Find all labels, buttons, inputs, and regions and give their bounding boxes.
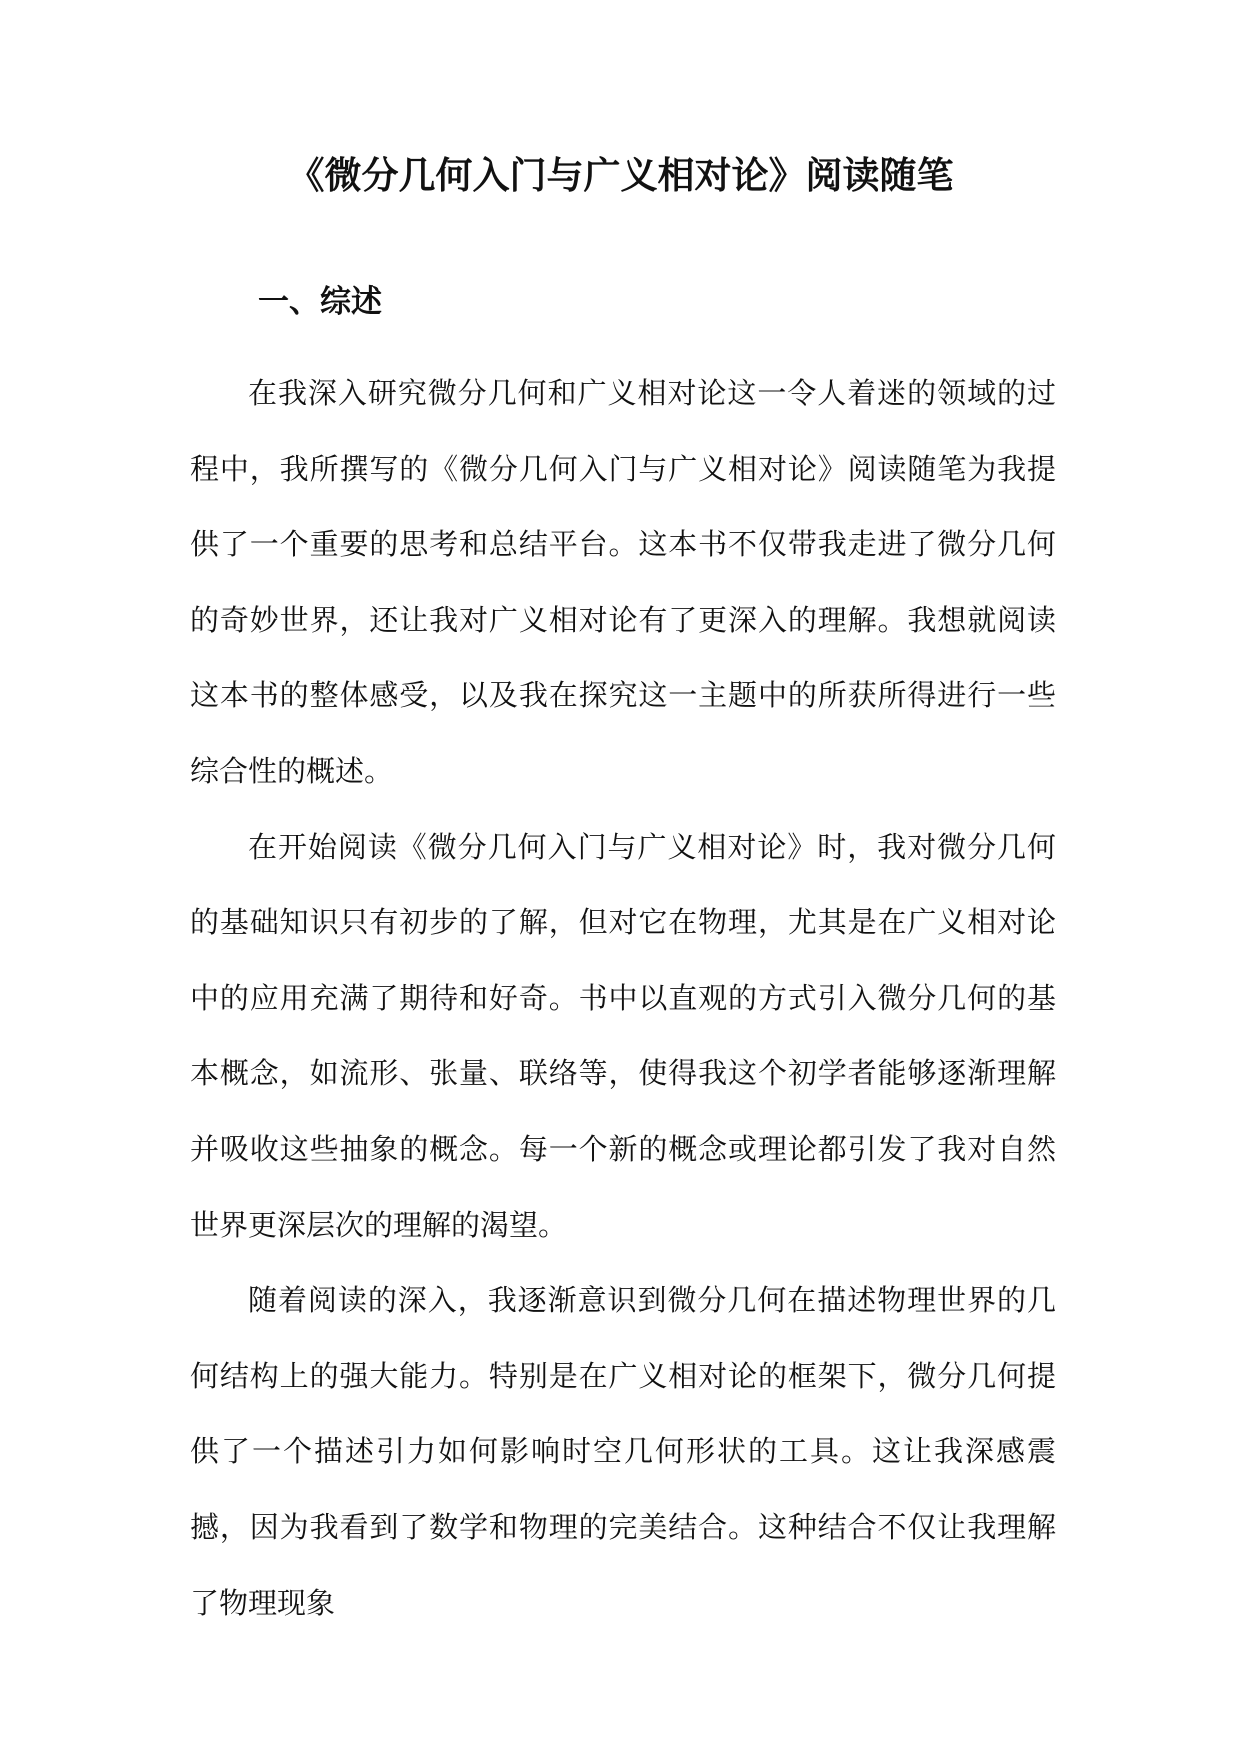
document-title: 《微分几何入门与广义相对论》阅读随笔: [287, 153, 954, 197]
paragraph: 随着阅读的深入，我逐渐意识到微分几何在描述物理世界的几何结构上的强大能力。特别是在广义相对论的框架下，微分几何提供了一个描述引力如何影响时空几何形状的工具。这让我深感震撼，因为我看到了数学和物理的完美结合。这种结合不仅让我理解了物理现象: [190, 1283, 1056, 1620]
paragraph: 在我深入研究微分几何和广义相对论这一令人着迷的领域的过程中，我所撰写的《微分几何入门与广义相对论》阅读随笔为我提供了一个重要的思考和总结平台。这本书不仅带我走进了微分几何的奇妙世界，还让我对广义相对论有了更深入的理解。我想就阅读这本书的整体感受，以及我在探究这一主题中的所获所得进行一些综合性的概述。: [190, 376, 1056, 788]
section-body: [190, 356, 1056, 1641]
section-heading: 一、综述: [258, 284, 382, 320]
paragraph: 在开始阅读《微分几何入门与广义相对论》时，我对微分几何的基础知识只有初步的了解，但对它在物理，尤其是在广义相对论中的应用充满了期待和好奇。书中以直观的方式引入微分几何的基本概念，如流形、张量、联络等，使得我这个初学者能够逐渐理解并吸收这些抽象的概念。每一个新的概念或理论都引发了我对自然世界更深层次的理解的渴望。: [190, 829, 1056, 1242]
